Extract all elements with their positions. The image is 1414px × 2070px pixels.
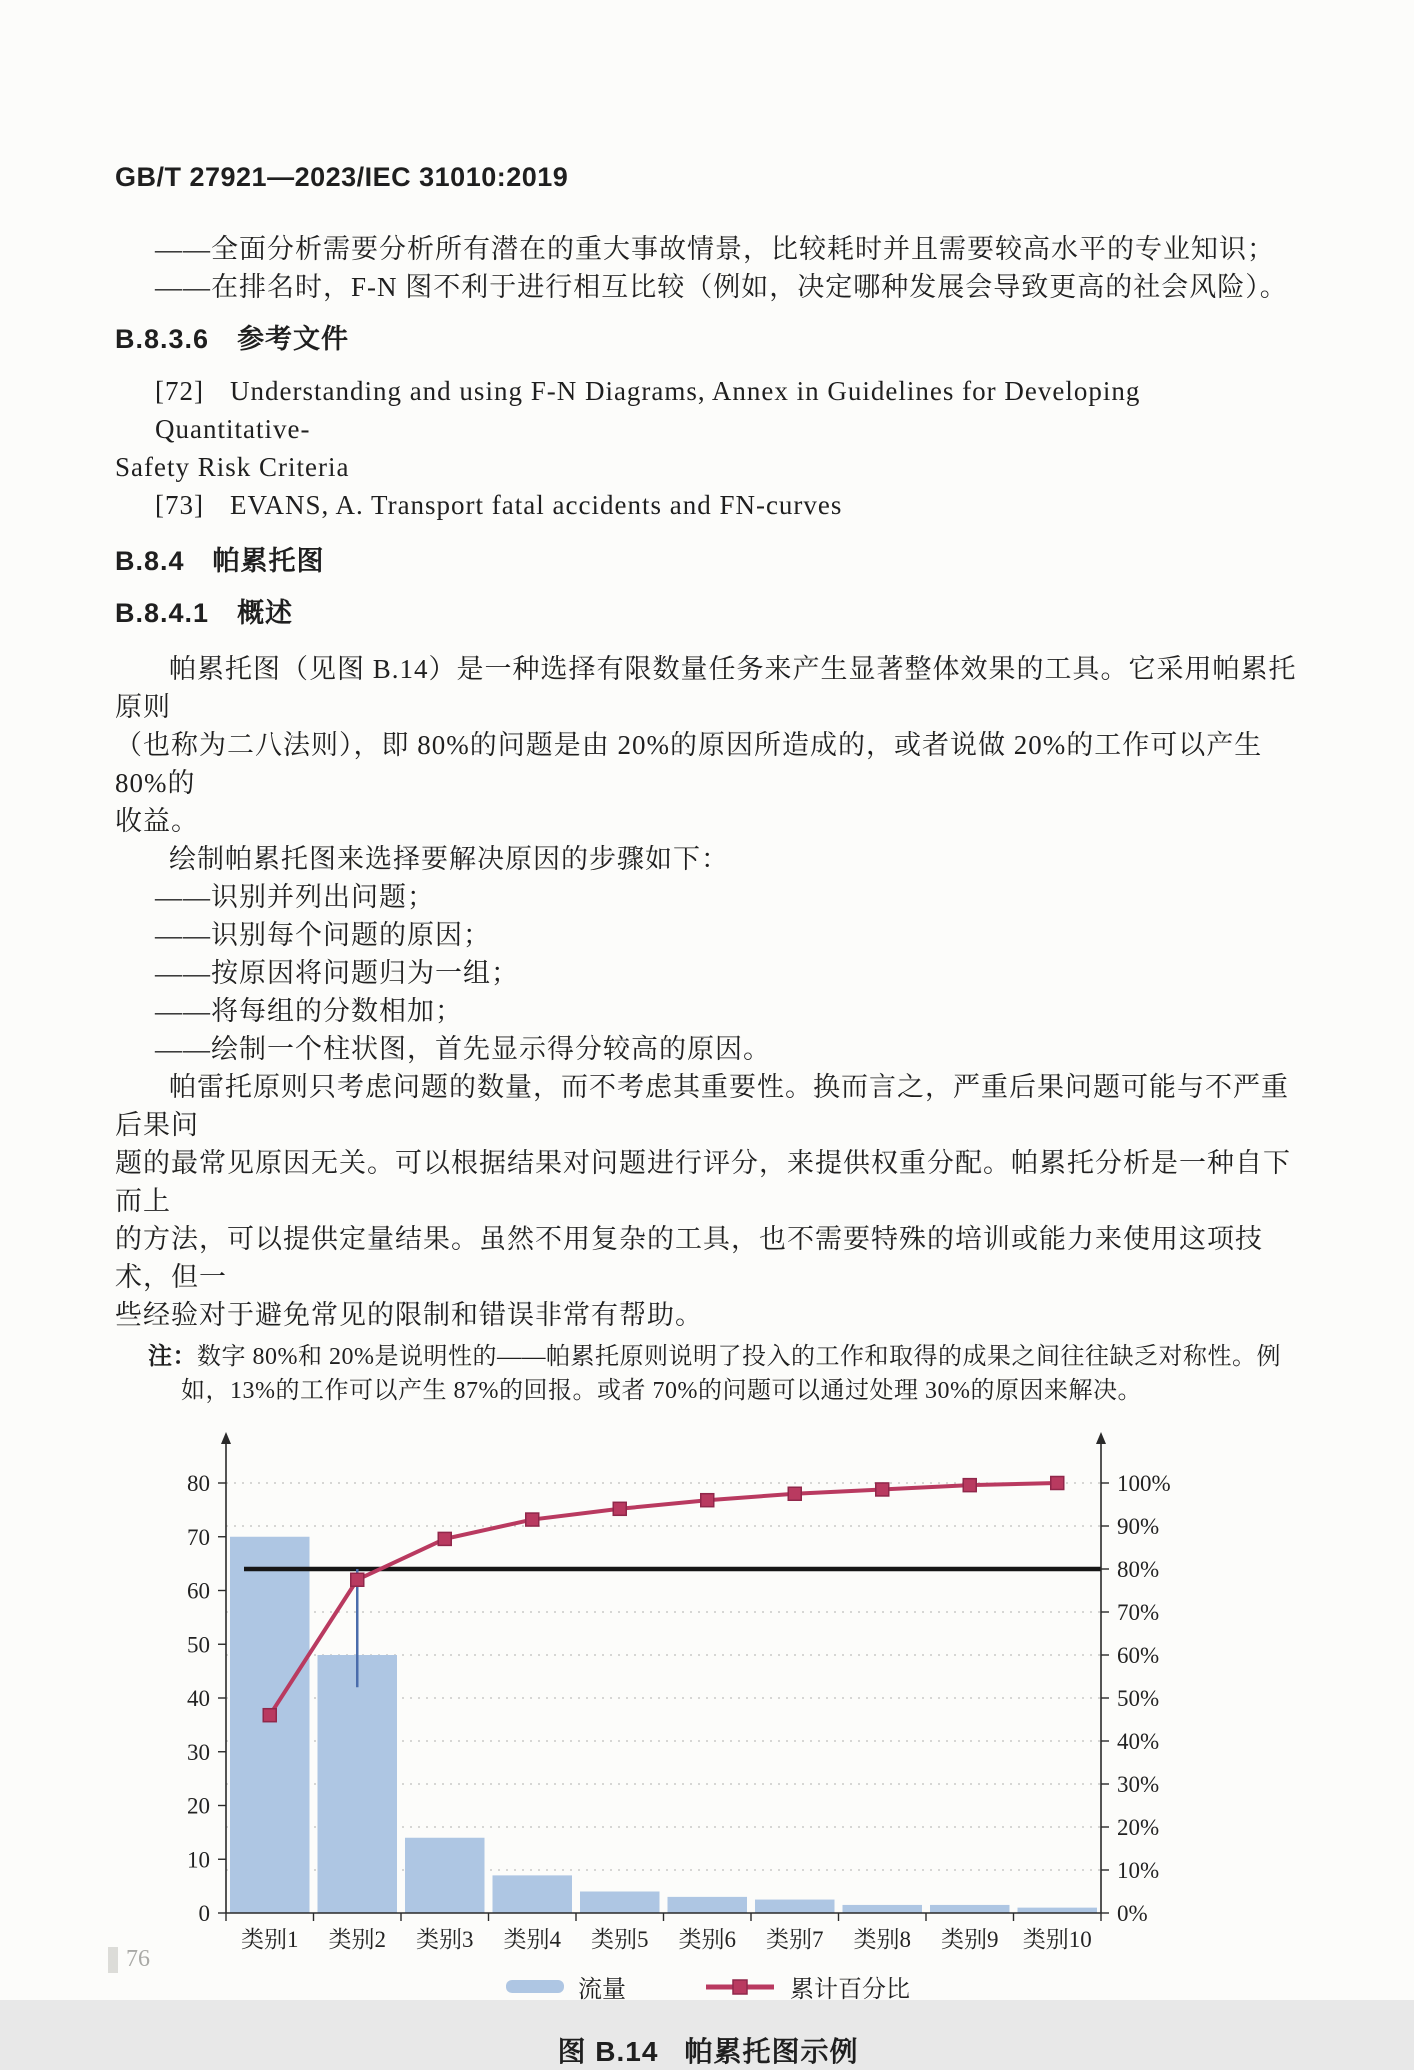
section-number: B.8.4.1 xyxy=(115,598,210,628)
step-item: ——按原因将问题归为一组； xyxy=(155,958,519,988)
pareto-chart xyxy=(115,1418,1301,1963)
x-category-label: 类别5 xyxy=(591,1927,649,1952)
x-category-label: 类别10 xyxy=(1022,1927,1092,1952)
paragraph-line: 些经验对于避免常见的限制和错误非常有帮助。 xyxy=(115,1300,703,1330)
limitation-item: ——全面分析需要分析所有潜在的重大事故情景，比较耗时并且需要较高水平的专业知识； xyxy=(155,234,1275,264)
reference-item-continuation: Safety Risk Criteria xyxy=(115,452,350,482)
right-tick-label: 100% xyxy=(1117,1471,1171,1496)
cumulative-marker-类别1 xyxy=(263,1709,276,1722)
steps-intro: 绘制帕累托图来选择要解决原因的步骤如下： xyxy=(169,844,729,874)
cumulative-marker-类别9 xyxy=(963,1479,976,1492)
pareto-chart-svg xyxy=(115,1418,1301,1958)
right-tick-label: 0% xyxy=(1117,1901,1148,1926)
right-tick-label: 50% xyxy=(1117,1686,1160,1711)
bar-类别5 xyxy=(580,1892,660,1914)
page-content xyxy=(115,160,1301,2070)
x-category-label: 类别9 xyxy=(941,1927,999,1952)
right-tick-label: 10% xyxy=(1117,1858,1160,1883)
cumulative-marker-类别6 xyxy=(701,1494,714,1507)
section-title: 参考文件 xyxy=(237,324,350,354)
left-tick-label: 70 xyxy=(187,1524,210,1550)
cumulative-marker-类别7 xyxy=(788,1487,801,1500)
x-category-label: 类别3 xyxy=(416,1927,474,1952)
limitation-item: ——在排名时，F-N 图不利于进行相互比较（例如，决定哪种发展会导致更高的社会风险）。 xyxy=(155,272,1288,302)
left-tick-label: 50 xyxy=(187,1632,210,1658)
cumulative-marker-类别4 xyxy=(526,1513,539,1526)
step-item: ——识别并列出问题； xyxy=(155,882,435,912)
bar-类别3 xyxy=(405,1838,485,1913)
limitations-list xyxy=(115,230,1301,306)
bar-类别6 xyxy=(668,1897,748,1913)
paragraph-line: 帕累托图（见图 B.14）是一种选择有限数量任务来产生显著整体效果的工具。它采用帕累托原则 xyxy=(115,654,1297,722)
step-item: ——绘制一个柱状图，首先显示得分较高的原因。 xyxy=(155,1034,771,1064)
line-marker-icon xyxy=(704,1978,776,1996)
reference-list xyxy=(115,372,1301,524)
x-category-label: 类别7 xyxy=(766,1927,824,1952)
steps-block xyxy=(115,840,1301,1068)
section-heading-pareto xyxy=(115,542,1301,580)
section-title: 帕累托图 xyxy=(212,546,325,576)
x-category-label: 类别4 xyxy=(503,1927,561,1952)
bar-类别8 xyxy=(843,1905,923,1913)
scan-artifact-bar xyxy=(108,1947,118,1973)
right-tick-label: 80% xyxy=(1117,1557,1160,1582)
reference-item xyxy=(115,372,1301,448)
right-tick-label: 70% xyxy=(1117,1600,1160,1625)
reference-item xyxy=(115,486,1301,524)
left-axis-arrow xyxy=(221,1432,231,1444)
page-number: 76 xyxy=(108,1946,150,1973)
left-tick-label: 30 xyxy=(187,1739,210,1765)
chart-legend xyxy=(115,1969,1301,2004)
paragraph-pareto-intro xyxy=(115,650,1301,840)
legend-item-line xyxy=(704,1969,910,2004)
bar-类别1 xyxy=(230,1537,310,1913)
left-tick-label: 80 xyxy=(187,1471,210,1496)
paragraph-line: （也称为二八法则），即 80%的问题是由 20%的原因所造成的，或者说做 20%的工作可以产生 80%的 xyxy=(115,730,1263,798)
right-tick-label: 90% xyxy=(1117,1514,1160,1539)
left-tick-label: 20 xyxy=(187,1793,210,1819)
note-text: 数字 80%和 20%是说明性的——帕累托原则说明了投入的工作和取得的成果之间往往缺乏对称性。例 xyxy=(197,1344,1281,1370)
cumulative-marker-类别10 xyxy=(1051,1477,1064,1490)
reference-text: EVANS, A. Transport fatal accidents and FN-curves xyxy=(229,490,843,520)
section-number: B.8.3.6 xyxy=(115,324,210,354)
left-tick-label: 10 xyxy=(187,1847,210,1873)
step-item: ——识别每个问题的原因； xyxy=(155,920,491,950)
x-category-label: 类别1 xyxy=(241,1927,299,1952)
step-item: ——将每组的分数相加； xyxy=(155,996,463,1026)
paragraph-line: 题的最常见原因无关。可以根据结果对问题进行评分，来提供权重分配。帕累托分析是一种自下而上 xyxy=(115,1148,1291,1216)
cumulative-marker-类别2 xyxy=(351,1573,364,1586)
figure-number: 图 B.14 xyxy=(557,2036,659,2067)
x-category-label: 类别2 xyxy=(328,1927,386,1952)
right-tick-label: 40% xyxy=(1117,1729,1160,1754)
x-category-label: 类别8 xyxy=(853,1927,911,1952)
note-block xyxy=(115,1340,1301,1408)
right-tick-label: 20% xyxy=(1117,1815,1160,1840)
paragraph-pareto-principle xyxy=(115,1068,1301,1334)
right-axis-arrow xyxy=(1096,1432,1106,1444)
right-tick-label: 60% xyxy=(1117,1643,1160,1668)
bar-类别2 xyxy=(318,1655,398,1913)
legend-label: 流量 xyxy=(578,1977,626,2003)
section-heading-references xyxy=(115,320,1301,358)
section-heading-overview xyxy=(115,594,1301,632)
bar-swatch-icon xyxy=(506,1980,564,1993)
x-category-label: 类别6 xyxy=(678,1927,736,1952)
note-line: 如，13%的工作可以产生 87%的回报。或者 70%的问题可以通过处理 30%的原因来解决。 xyxy=(181,1378,1142,1404)
note-label: 注： xyxy=(148,1343,197,1370)
cumulative-marker-类别5 xyxy=(613,1502,626,1515)
document-standard-number: GB/T 27921—2023/IEC 31010:2019 xyxy=(115,162,569,192)
figure-title: 帕累托图示例 xyxy=(684,2036,859,2067)
left-tick-label: 0 xyxy=(198,1901,210,1926)
bar-类别7 xyxy=(755,1900,835,1913)
note-line xyxy=(115,1340,1301,1374)
right-tick-label: 30% xyxy=(1117,1772,1160,1797)
bar-类别10 xyxy=(1018,1908,1098,1913)
legend-item-bars xyxy=(506,1969,626,2004)
bar-类别9 xyxy=(930,1905,1010,1913)
paragraph-line: 的方法，可以提供定量结果。虽然不用复杂的工具，也不需要特殊的培训或能力来使用这项技术，但一 xyxy=(115,1224,1263,1292)
left-tick-label: 40 xyxy=(187,1686,210,1711)
cumulative-marker-类别3 xyxy=(438,1532,451,1545)
cumulative-marker-类别8 xyxy=(876,1483,889,1496)
paragraph-line: 帕雷托原则只考虑问题的数量，而不考虑其重要性。换而言之，严重后果问题可能与不严重后果问 xyxy=(115,1072,1289,1140)
figure-caption xyxy=(115,2030,1301,2070)
section-title: 概述 xyxy=(237,598,294,628)
left-tick-label: 60 xyxy=(187,1578,210,1604)
reference-text: Understanding and using F-N Diagrams, Annex in Guidelines for Developing Quantitative- xyxy=(155,376,1141,444)
reference-label: [72] xyxy=(155,376,204,406)
reference-label: [73] xyxy=(155,490,204,520)
legend-label: 累计百分比 xyxy=(790,1977,910,2003)
bar-类别4 xyxy=(493,1875,573,1913)
paragraph-line: 收益。 xyxy=(115,806,199,836)
section-number: B.8.4 xyxy=(115,546,185,576)
